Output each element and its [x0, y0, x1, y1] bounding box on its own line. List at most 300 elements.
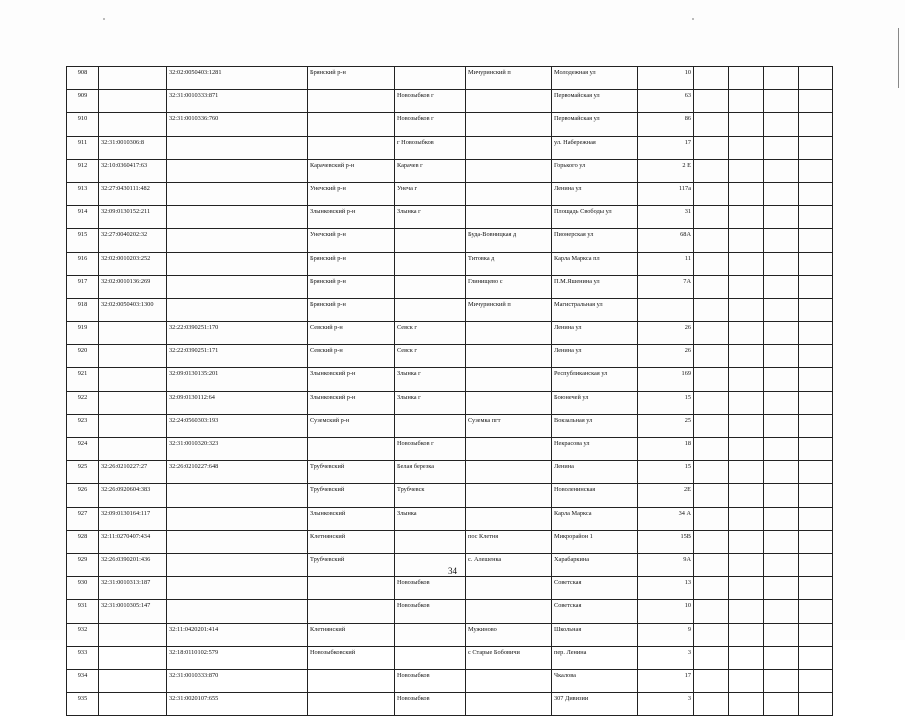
cell-row-number: 932 [67, 623, 99, 646]
cell-cadastral-land: 32:26:0390201:436 [99, 553, 167, 576]
cell-empty [729, 368, 764, 391]
cell-empty [764, 391, 799, 414]
cell-empty [799, 67, 833, 90]
cell-street: Чкалова [552, 669, 638, 692]
cell-empty [764, 67, 799, 90]
cell-cadastral-building [167, 484, 308, 507]
cell-cadastral-land: 32:10:0360417:63 [99, 159, 167, 182]
cell-house-number: 169 [638, 368, 694, 391]
cell-settlement [466, 90, 552, 113]
cell-house-number: 68А [638, 229, 694, 252]
cell-empty [764, 252, 799, 275]
cell-empty [799, 206, 833, 229]
table-row [67, 484, 833, 507]
cell-empty [764, 298, 799, 321]
cell-street: ул. Набережная [552, 136, 638, 159]
cell-settlement [466, 345, 552, 368]
cell-cadastral-land [99, 113, 167, 136]
cell-empty [694, 159, 729, 182]
table-row [67, 136, 833, 159]
table-row [67, 252, 833, 275]
cell-empty [729, 530, 764, 553]
cell-settlement: с Старые Бобовичи [466, 646, 552, 669]
cell-city: Трубчевск [395, 484, 466, 507]
cell-empty [694, 438, 729, 461]
cell-cadastral-building: 32:31:0020107:655 [167, 693, 308, 716]
cell-empty [799, 182, 833, 205]
cell-city [395, 275, 466, 298]
cell-empty [764, 322, 799, 345]
cell-street: пер. Ленина [552, 646, 638, 669]
cell-empty [694, 507, 729, 530]
cell-empty [729, 67, 764, 90]
cell-settlement [466, 391, 552, 414]
cell-cadastral-land: 32:02:0050403:1300 [99, 298, 167, 321]
cell-empty [694, 600, 729, 623]
cell-empty [729, 646, 764, 669]
cell-empty [799, 345, 833, 368]
cell-district: Севский р-н [308, 322, 395, 345]
cell-city [395, 229, 466, 252]
cell-empty [764, 600, 799, 623]
cell-settlement [466, 461, 552, 484]
cell-district [308, 577, 395, 600]
cell-settlement: с. Алешенка [466, 553, 552, 576]
cell-cadastral-land: 32:09:0130164:117 [99, 507, 167, 530]
cell-cadastral-building [167, 182, 308, 205]
cell-settlement: Буда-Вовницкая д [466, 229, 552, 252]
table-row [67, 206, 833, 229]
cell-city: Карачев г [395, 159, 466, 182]
cell-cadastral-building: 32:09:0130135:201 [167, 368, 308, 391]
cell-empty [764, 484, 799, 507]
cell-district: Злынковский р-н [308, 368, 395, 391]
cell-empty [799, 577, 833, 600]
cell-row-number: 921 [67, 368, 99, 391]
cell-empty [729, 414, 764, 437]
cell-settlement [466, 577, 552, 600]
cell-empty [729, 90, 764, 113]
cell-empty [799, 600, 833, 623]
cell-empty [729, 391, 764, 414]
cell-cadastral-building: 32:09:0130112:64 [167, 391, 308, 414]
cell-empty [729, 182, 764, 205]
cell-empty [764, 438, 799, 461]
cell-empty [694, 298, 729, 321]
table-row [67, 159, 833, 182]
cell-empty [764, 368, 799, 391]
scan-speck [103, 18, 105, 20]
cell-row-number: 917 [67, 275, 99, 298]
table-row [67, 623, 833, 646]
table-row [67, 275, 833, 298]
cell-row-number: 912 [67, 159, 99, 182]
cell-empty [764, 669, 799, 692]
cell-cadastral-land [99, 414, 167, 437]
cell-street: Первомайская ул [552, 113, 638, 136]
cell-row-number: 919 [67, 322, 99, 345]
cell-street: Первомайская ул [552, 90, 638, 113]
cell-cadastral-building [167, 530, 308, 553]
cell-house-number: 2 Е [638, 159, 694, 182]
cell-district [308, 113, 395, 136]
cell-empty [694, 368, 729, 391]
cell-row-number: 935 [67, 693, 99, 716]
cell-district: Клетнянский [308, 623, 395, 646]
cell-settlement [466, 484, 552, 507]
cell-empty [764, 345, 799, 368]
table-row [67, 322, 833, 345]
cell-empty [799, 507, 833, 530]
cell-house-number: 15В [638, 530, 694, 553]
cell-district: Брянский р-н [308, 298, 395, 321]
cell-empty [764, 90, 799, 113]
cell-empty [799, 229, 833, 252]
cell-district: Карачевский р-н [308, 159, 395, 182]
cell-house-number: 3 [638, 646, 694, 669]
cell-house-number: 2Е [638, 484, 694, 507]
cell-cadastral-building: 32:18:0110102:579 [167, 646, 308, 669]
cell-row-number: 915 [67, 229, 99, 252]
cell-city [395, 67, 466, 90]
cell-settlement [466, 182, 552, 205]
scan-edge-mark [898, 28, 899, 88]
cell-city: Злынка г [395, 206, 466, 229]
cell-street: Карла Маркса пл [552, 252, 638, 275]
cell-settlement: пос Клетня [466, 530, 552, 553]
cell-settlement [466, 507, 552, 530]
cell-empty [729, 229, 764, 252]
cell-empty [764, 646, 799, 669]
cell-cadastral-building [167, 206, 308, 229]
cell-cadastral-building [167, 136, 308, 159]
cell-empty [694, 345, 729, 368]
table-row [67, 414, 833, 437]
cell-empty [799, 530, 833, 553]
cell-city [395, 252, 466, 275]
cell-empty [694, 669, 729, 692]
cell-city: Новозыбков [395, 577, 466, 600]
cell-house-number: 26 [638, 322, 694, 345]
cell-empty [729, 206, 764, 229]
cell-house-number: 18 [638, 438, 694, 461]
table-row [67, 345, 833, 368]
cell-row-number: 923 [67, 414, 99, 437]
cell-district: Злынковский [308, 507, 395, 530]
table-row [67, 669, 833, 692]
cell-cadastral-building [167, 159, 308, 182]
cell-empty [799, 90, 833, 113]
cell-cadastral-land [99, 646, 167, 669]
cell-empty [764, 182, 799, 205]
cell-cadastral-land [99, 669, 167, 692]
cell-cadastral-building: 32:31:0010333:871 [167, 90, 308, 113]
cell-empty [799, 669, 833, 692]
cell-cadastral-land: 32:26:0920604:383 [99, 484, 167, 507]
table-row [67, 461, 833, 484]
cell-street: Школьная [552, 623, 638, 646]
cell-empty [764, 275, 799, 298]
cell-district [308, 693, 395, 716]
cell-house-number: 9А [638, 553, 694, 576]
register-body [67, 67, 833, 716]
cell-cadastral-land: 32:02:0010203:252 [99, 252, 167, 275]
cell-city [395, 530, 466, 553]
cell-street: Ленина ул [552, 322, 638, 345]
cell-district: Севский р-н [308, 345, 395, 368]
table-row [67, 693, 833, 716]
cell-settlement [466, 600, 552, 623]
cell-district: Унечский р-н [308, 182, 395, 205]
cell-street: Ленина ул [552, 182, 638, 205]
cell-settlement [466, 322, 552, 345]
cell-district [308, 90, 395, 113]
table-row [67, 438, 833, 461]
cell-settlement: Мичуринский п [466, 298, 552, 321]
cell-empty [694, 693, 729, 716]
cell-empty [799, 646, 833, 669]
cell-empty [764, 136, 799, 159]
cell-empty [729, 507, 764, 530]
cell-street: Молодежная ул [552, 67, 638, 90]
cell-street: Советская [552, 600, 638, 623]
cell-empty [694, 252, 729, 275]
cell-empty [694, 67, 729, 90]
cell-empty [799, 414, 833, 437]
cell-settlement: Титовка д [466, 252, 552, 275]
cell-empty [729, 298, 764, 321]
cell-street: Вокзальная ул [552, 414, 638, 437]
cell-settlement: Суземка пгт [466, 414, 552, 437]
cell-district: Брянский р-н [308, 67, 395, 90]
cell-cadastral-land: 32:02:0010136:269 [99, 275, 167, 298]
cell-row-number: 920 [67, 345, 99, 368]
cell-city [395, 414, 466, 437]
cell-empty [694, 182, 729, 205]
cell-street: Пионерская ул [552, 229, 638, 252]
cell-city: Севск г [395, 345, 466, 368]
cell-empty [764, 693, 799, 716]
cell-empty [694, 229, 729, 252]
cell-cadastral-land [99, 438, 167, 461]
cell-district: Брянский р-н [308, 252, 395, 275]
cell-cadastral-land [99, 90, 167, 113]
cell-empty [694, 113, 729, 136]
cell-empty [729, 623, 764, 646]
cell-row-number: 930 [67, 577, 99, 600]
page-number: 34 [448, 566, 457, 576]
cell-street: Площадь Свободы ул [552, 206, 638, 229]
cell-empty [729, 113, 764, 136]
cell-cadastral-land: 32:31:0010306:8 [99, 136, 167, 159]
cell-empty [729, 600, 764, 623]
cell-row-number: 916 [67, 252, 99, 275]
table-row [67, 391, 833, 414]
cell-district: Трубчевский [308, 461, 395, 484]
cell-empty [694, 484, 729, 507]
cell-city: г Новозыбков [395, 136, 466, 159]
cell-row-number: 933 [67, 646, 99, 669]
cell-empty [694, 206, 729, 229]
cell-empty [764, 461, 799, 484]
table-row [67, 182, 833, 205]
cell-empty [729, 252, 764, 275]
cell-district: Новозыбковский [308, 646, 395, 669]
cell-empty [694, 136, 729, 159]
cell-settlement [466, 113, 552, 136]
cell-row-number: 918 [67, 298, 99, 321]
cell-settlement [466, 438, 552, 461]
cell-city: Новозыбков г [395, 113, 466, 136]
cell-empty [764, 507, 799, 530]
cell-empty [694, 322, 729, 345]
cell-settlement [466, 368, 552, 391]
cell-empty [764, 229, 799, 252]
cell-empty [799, 623, 833, 646]
cell-city [395, 298, 466, 321]
cell-empty [694, 391, 729, 414]
cell-cadastral-building [167, 298, 308, 321]
cell-empty [764, 159, 799, 182]
cell-street: Некрасова ул [552, 438, 638, 461]
cell-empty [799, 159, 833, 182]
cell-cadastral-land [99, 345, 167, 368]
cell-house-number: 25 [638, 414, 694, 437]
cell-city: Новозыбков [395, 693, 466, 716]
cell-district: Брянский р-н [308, 275, 395, 298]
cell-row-number: 929 [67, 553, 99, 576]
cell-street: Ленина [552, 461, 638, 484]
cell-cadastral-building: 32:26:0210227:648 [167, 461, 308, 484]
cell-house-number: 13 [638, 577, 694, 600]
cell-cadastral-land: 32:11:0270407:434 [99, 530, 167, 553]
cell-city: Севск г [395, 322, 466, 345]
cell-row-number: 934 [67, 669, 99, 692]
cell-empty [729, 577, 764, 600]
cell-cadastral-building: 32:22:0390251:171 [167, 345, 308, 368]
table-row [67, 577, 833, 600]
cell-district: Злынковский р-н [308, 206, 395, 229]
cell-house-number: 34 А [638, 507, 694, 530]
cell-empty [799, 136, 833, 159]
cell-empty [799, 484, 833, 507]
cell-empty [799, 113, 833, 136]
cell-city: Новозыбков г [395, 90, 466, 113]
cell-cadastral-land [99, 693, 167, 716]
cell-cadastral-land [99, 368, 167, 391]
cell-city: Новозыбков г [395, 438, 466, 461]
cell-row-number: 914 [67, 206, 99, 229]
cell-cadastral-building [167, 507, 308, 530]
cell-district: Суземский р-н [308, 414, 395, 437]
cell-district: Унечский р-н [308, 229, 395, 252]
cell-street: 307 Дивизии [552, 693, 638, 716]
cell-settlement [466, 159, 552, 182]
cell-cadastral-land: 32:27:0040202:32 [99, 229, 167, 252]
cell-empty [729, 438, 764, 461]
cell-empty [764, 206, 799, 229]
cell-row-number: 925 [67, 461, 99, 484]
cell-cadastral-building: 32:31:0010320:323 [167, 438, 308, 461]
cell-house-number: 7А [638, 275, 694, 298]
cell-empty [694, 461, 729, 484]
cell-cadastral-building [167, 275, 308, 298]
cell-house-number: 10 [638, 600, 694, 623]
cell-city: Новозыбков [395, 669, 466, 692]
cell-street: Советская [552, 577, 638, 600]
cell-empty [799, 298, 833, 321]
cell-empty [694, 530, 729, 553]
cell-district [308, 136, 395, 159]
cell-street: Харабаркина [552, 553, 638, 576]
cell-cadastral-land [99, 391, 167, 414]
cell-row-number: 931 [67, 600, 99, 623]
cell-settlement [466, 693, 552, 716]
cell-cadastral-building [167, 252, 308, 275]
cell-district [308, 438, 395, 461]
cell-empty [799, 438, 833, 461]
cell-cadastral-building [167, 577, 308, 600]
table-row [67, 646, 833, 669]
cell-empty [764, 530, 799, 553]
cell-city: Злынка г [395, 368, 466, 391]
cell-street: Горького ул [552, 159, 638, 182]
cell-house-number: 117а [638, 182, 694, 205]
cell-city [395, 623, 466, 646]
cell-empty [764, 414, 799, 437]
cell-house-number: 9 [638, 623, 694, 646]
cell-city: Белая березка [395, 461, 466, 484]
cell-cadastral-land: 32:27:0430111:482 [99, 182, 167, 205]
cell-cadastral-building: 32:31:0010336:760 [167, 113, 308, 136]
cell-street: Магистральная ул [552, 298, 638, 321]
cell-city: Злынка [395, 507, 466, 530]
cell-district: Клетнянский [308, 530, 395, 553]
cell-district [308, 669, 395, 692]
cell-settlement [466, 669, 552, 692]
cell-cadastral-building: 32:11:0420201:414 [167, 623, 308, 646]
cell-empty [729, 159, 764, 182]
cell-city: Злынка г [395, 391, 466, 414]
scan-speck [692, 18, 694, 20]
cell-house-number: 15 [638, 461, 694, 484]
cell-cadastral-building [167, 600, 308, 623]
cell-city: Новозыбков [395, 600, 466, 623]
cell-cadastral-building: 32:31:0010333:870 [167, 669, 308, 692]
cell-row-number: 909 [67, 90, 99, 113]
cell-settlement: Мужиново [466, 623, 552, 646]
cell-house-number: 26 [638, 345, 694, 368]
cell-row-number: 928 [67, 530, 99, 553]
cell-empty [694, 275, 729, 298]
cell-empty [729, 484, 764, 507]
cell-empty [694, 623, 729, 646]
cell-house-number: 63 [638, 90, 694, 113]
table-row [67, 530, 833, 553]
cell-empty [799, 275, 833, 298]
cell-cadastral-land [99, 67, 167, 90]
cell-row-number: 913 [67, 182, 99, 205]
property-register-table [66, 66, 833, 716]
table-row [67, 90, 833, 113]
cell-empty [694, 414, 729, 437]
cell-settlement: Мичуринский п [466, 67, 552, 90]
cell-cadastral-building: 32:22:0390251:170 [167, 322, 308, 345]
cell-street: П.М.Яшенина ул [552, 275, 638, 298]
cell-house-number: 17 [638, 136, 694, 159]
cell-settlement: Глинищево с [466, 275, 552, 298]
cell-street: Ленина ул [552, 345, 638, 368]
